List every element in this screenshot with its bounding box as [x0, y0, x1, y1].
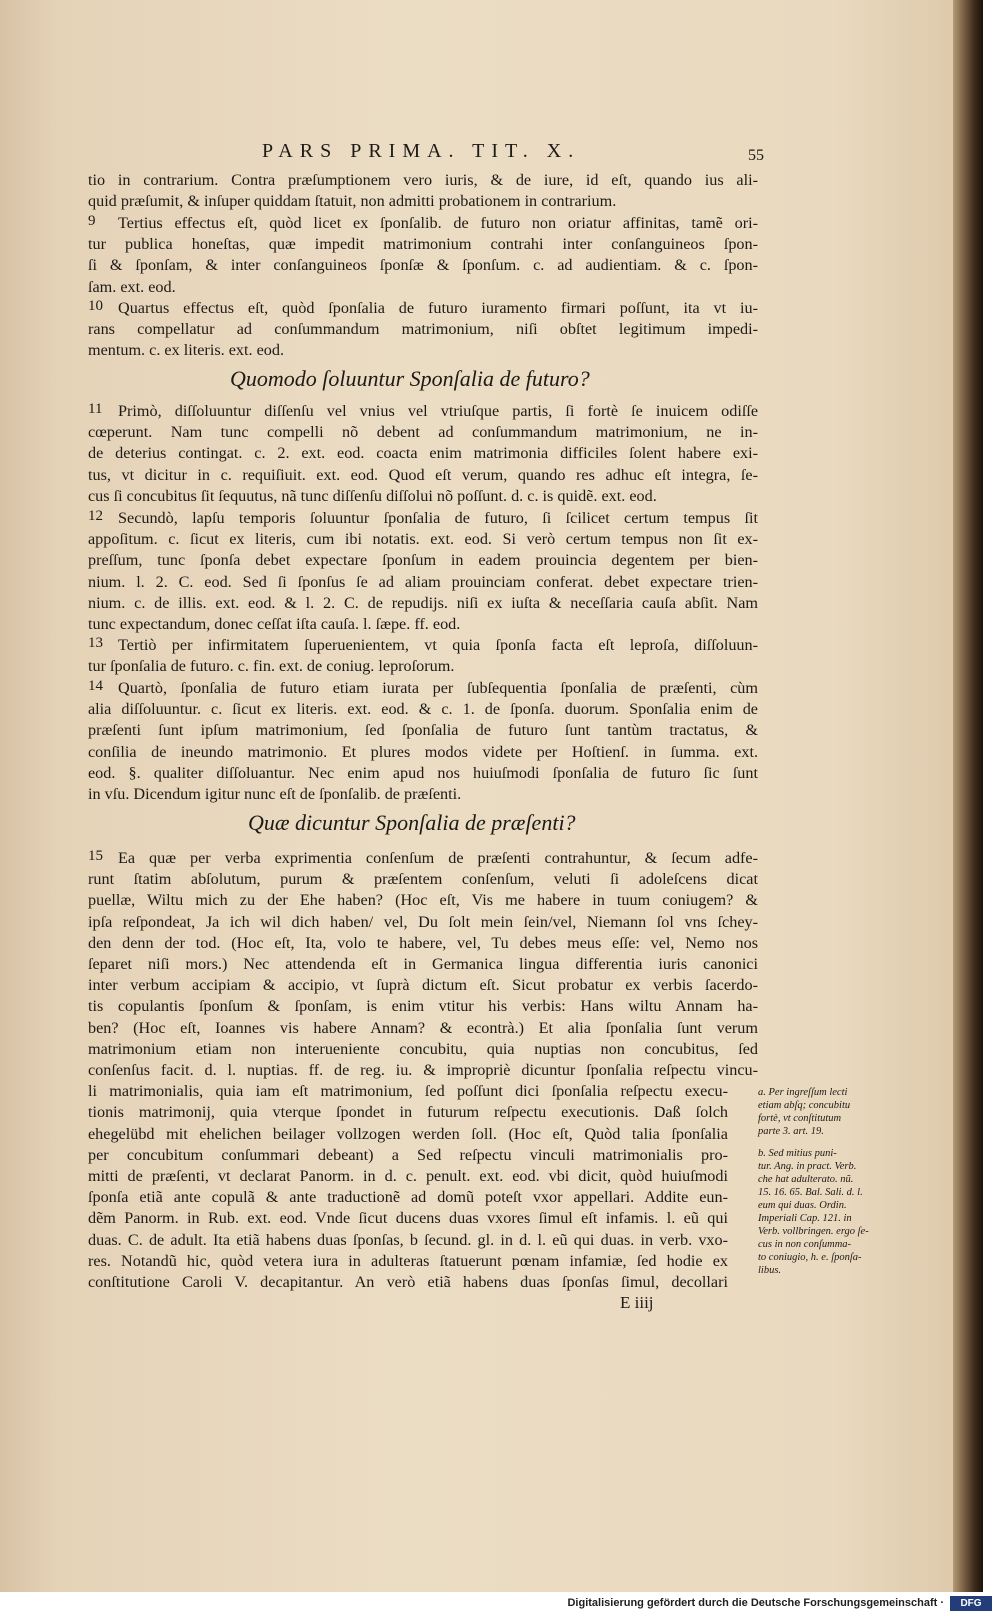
paragraph-15	[88, 848, 758, 1293]
text-line: ipſa reſpondeat, Ja ich wil dich haben/ vel, Du ſolt mein ſein/vel, Niemann ſol vns ſchey-	[88, 912, 758, 931]
footer-credit: Digitalisierung gefördert durch die Deutsche Forschungsgemeinschaft ·	[567, 1597, 944, 1609]
signature-mark: E iiij	[620, 1293, 654, 1312]
note-line: a. Per ingreſſum lecti	[758, 1087, 848, 1098]
text-line: conſtitutione Caroli V. decapitantur. An verò etiã habens duas ſponſas ſimul, decollari	[88, 1273, 728, 1292]
marginal-note-b	[758, 1147, 890, 1277]
paragraph-9	[88, 213, 758, 298]
note-line: b. Sed mitius puni-	[758, 1148, 837, 1159]
text-line: ben? (Hoc eſt, Ioannes vis habere Annam? & econtrà.) Et alia ſponſalia ſunt verum	[88, 1018, 758, 1037]
text-line: Secundò, lapſu temporis ſoluuntur ſponſalia de futuro, ſi ſcilicet certum tempus ſit	[118, 509, 758, 527]
text-line: ſponſa etiã ante copulã & ante traductionẽ ad domũ poteſt vxor appellari. Addite eun-	[88, 1188, 728, 1207]
text-line: tur publica honeſtas, quæ impedit matrimonium contrahi inter conſanguineos ſpon-	[88, 235, 758, 254]
note-line: cus in non conſumma-	[758, 1239, 852, 1250]
text-line: den denn der tod. (Hoc eſt, Ita, volo te habere, vel, Tu debes meus eſſe: vel, Nemo nos	[88, 933, 758, 952]
paragraph-11	[88, 401, 758, 507]
note-line: 15. 16. 65. Bal. Sali. d. l.	[758, 1187, 863, 1198]
book-spine	[953, 0, 983, 1592]
marginal-note-a	[758, 1086, 890, 1138]
text-line: ehegelübd mit ehelichen beilager vollzogen werden ſoll. (Hoc eſt, Quòd talia ſponſalia	[88, 1124, 728, 1143]
text-line: tionis matrimonij, quia vterque ſpondet in futurum reſpectu executionis. Daß ſolch	[88, 1103, 728, 1122]
text-line: Quartò, ſponſalia de futuro etiam iurata per ſubſequentia ſponſalia de præſenti, cùm	[118, 679, 758, 697]
text-line: dẽm Panorm. in Rub. ext. eod. Vnde ſicut ducens duas vxores ſimul eſt infamis. l. eũ qui	[88, 1209, 728, 1228]
text-line: puellæ, Wiltu mich zu der Ehe haben? (Hoc eſt, Vis me habere in tuum coniugem? &	[88, 891, 758, 910]
text-line: ſi & ſponſam, & inter conſanguineos ſponſæ & ſponſum. c. ad audientiam. & c. ſpon-	[88, 256, 758, 275]
text-line: nium. l. 2. C. eod. Sed ſi ſponſus ſe ad aliam prouinciam conferat. debet expectare trien-	[88, 572, 758, 591]
text-line: tis copulantis ſponſum & ſponſam, is enim vtitur his verbis: Hans wiltu Annam ha-	[88, 997, 758, 1016]
paragraph-number: 11	[88, 401, 103, 417]
text-line: nium. c. de illis. ext. eod. & l. 2. C. de repudijs. niſi ex iuſta & neceſſaria cauſa abſit. Nam	[88, 593, 758, 612]
paragraph-14	[88, 678, 758, 805]
text-line: rans compellatur ad conſummandum matrimonium, niſi obſtet legitimum impedi-	[88, 320, 758, 339]
text-line: tus, vt dicitur in c. requiſiuit. ext. eod. Quod eſt verum, quando res adhuc eſt integra, ſe-	[88, 465, 758, 484]
note-line: che hat adulterato. nũ.	[758, 1174, 854, 1185]
paragraph-number: 12	[88, 508, 103, 524]
note-line: Verb. vollbringen. ergo ſe-	[758, 1226, 869, 1237]
section-heading: Quomodo ſoluuntur Sponſalia de futuro?	[230, 366, 590, 391]
text-line: res. Notandũ hic, quòd vetera iura in adulteras ſtatuerunt pœnam infamiæ, ſed hodie ex	[88, 1251, 728, 1270]
text-line: ſam. ext. eod.	[88, 277, 176, 296]
paragraph-number: 9	[88, 213, 96, 229]
paragraph-number: 15	[88, 848, 103, 864]
text-line: tio in contrarium. Contra præſumptionem vero iuris, & de iure, id eſt, quando ius ali-	[88, 171, 758, 189]
section-heading: Quæ dicuntur Sponſalia de præſenti?	[248, 810, 576, 835]
text-line: præſenti ſunt ipſum matrimonium, ſed ſponſalia de futuro ſunt tantùm tractatus, &	[88, 721, 758, 740]
text-line: cœperunt. Nam tunc compelli nõ debent ad conſummandum matrimonium, ne in-	[88, 423, 758, 442]
text-line: Tertiò per infirmitatem ſuperuenientem, vt quia ſponſa facta eſt leproſa, diſſoluun-	[118, 636, 758, 654]
text-line: conſenſus facit. d. l. nuptias. ff. de reg. iu. & impropriè dicuntur ſponſalia reſpectu vincu-	[88, 1061, 758, 1080]
note-line: libus.	[758, 1265, 782, 1276]
note-line: Imperiali Cap. 121. in	[758, 1213, 852, 1224]
text-line: eod. §. qualiter diſſoluantur. Nec enim apud nos huiuſmodi ſponſalia de futuro ſic ſunt	[88, 763, 758, 782]
text-line: inter verbum accipiam & accipio, vt ſuprà dictum eſt. Sicut probatur ex verbis ſacerdo-	[88, 976, 758, 995]
text-line: matrimonium etiam non interueniente concubitu, quia nuptias non concubitus, ſed	[88, 1039, 758, 1058]
note-line: parte 3. art. 19.	[758, 1126, 824, 1137]
text-line: duas. C. de adult. Ita etiã habens duas ſponſas, b ſecund. gl. in d. l. eũ qui duas. in verb. vxo-	[88, 1230, 728, 1249]
text-line: de deterius contingat. c. 2. ext. eod. coacta enim matrimonia difficiles ſolent habere exi-	[88, 444, 758, 463]
page-number: 55	[748, 147, 764, 164]
text-line: tunc expectandum, donec ceſſat iſta cauſa. l. ſæpe. ff. eod.	[88, 615, 461, 634]
text-line: Primò, diſſoluuntur diſſenſu vel vnius vel vtriuſque partis, ſi fortè ſe inuicem odiſſe	[118, 402, 758, 420]
text-line: runt ſtatim abſolutum, purum & præſentem conſenſum, veluti ſi adoleſcens dicat	[88, 870, 758, 889]
text-line: tur ſponſalia de futuro. c. fin. ext. de coniug. leproſorum.	[88, 657, 455, 676]
text-line: Tertius effectus eſt, quòd licet ex ſponſalib. de futuro non oriatur affinitas, tamẽ ori-	[118, 214, 758, 232]
paragraph-number: 10	[88, 298, 103, 314]
text-block-1	[88, 170, 758, 212]
note-line: tur. Ang. in pract. Verb.	[758, 1161, 857, 1172]
text-line: Ea quæ per verba exprimentia conſenſum de præſenti contrahuntur, & ſecum adfe-	[118, 849, 758, 867]
text-line: alia diſſoluuntur. c. ſicut ex literis. ext. eod. & c. 1. de ſponſa. duorum. Sponſalia enim de	[88, 700, 758, 719]
text-line: cus ſi concubitus ſit ſequutus, nã tunc diſſenſu diſſolui nõ poſſunt. d. c. is quidẽ. ext. eod.	[88, 486, 657, 505]
paragraph-12	[88, 508, 758, 635]
text-line: in vſu. Dicendum igitur nunc eſt de ſponſalib. de præſenti.	[88, 785, 462, 804]
text-line: preſſum, tunc ſponſa debet expectare ſponſum in eadem prouincia degentem per bien-	[88, 551, 758, 570]
note-line: fortè, vt conſtitutum	[758, 1113, 842, 1124]
dfg-logo: DFG	[950, 1596, 992, 1611]
paragraph-10	[88, 298, 758, 362]
text-line: Quartus effectus eſt, quòd ſponſalia de futuro iuramento firmari poſſunt, ita vt iu-	[118, 299, 758, 317]
paragraph-number: 14	[88, 678, 103, 694]
paragraph-13	[88, 635, 758, 677]
text-line: mentum. c. ex literis. ext. eod.	[88, 341, 284, 360]
text-line: conſilia de ineundo matrimonio. Et plures modos videte per Hoſtienſ. in ſumma. ext.	[88, 742, 758, 761]
paragraph-number: 13	[88, 635, 103, 651]
text-line: li matrimonialis, quia iam eſt matrimonium, ſed poſſunt dici ſponſalia reſpectu execu-	[88, 1082, 728, 1101]
text-line: appoſitum. c. ſicut ex literis, cum ibi notatis. ext. eod. Si verò certum tempus non ſit ex-	[88, 530, 758, 549]
note-line: etiam abſq; concubitu	[758, 1100, 851, 1111]
note-line: to coniugio, h. e. ſponſa-	[758, 1252, 862, 1263]
note-line: eum qui duas. Ordin.	[758, 1200, 847, 1211]
text-line: quid præſumit, & inſuper quiddam ſtatuit, non admitti probationem in contrarium.	[88, 192, 617, 211]
running-head: PARS PRIMA. TIT. X.	[262, 140, 581, 162]
text-line: mitti de præſenti, vt declarat Panorm. in d. c. penult. ext. eod. vbi dicit, quòd huiuſmodi	[88, 1167, 728, 1186]
text-line: ſeparet niſi mors.) Nec attendenda eſt in Germanica lingua differentia iuris canonici	[88, 955, 758, 974]
text-line: per concubitum conſummari debeant) a Sed reſpectu vinculi matrimonialis pro-	[88, 1145, 728, 1164]
